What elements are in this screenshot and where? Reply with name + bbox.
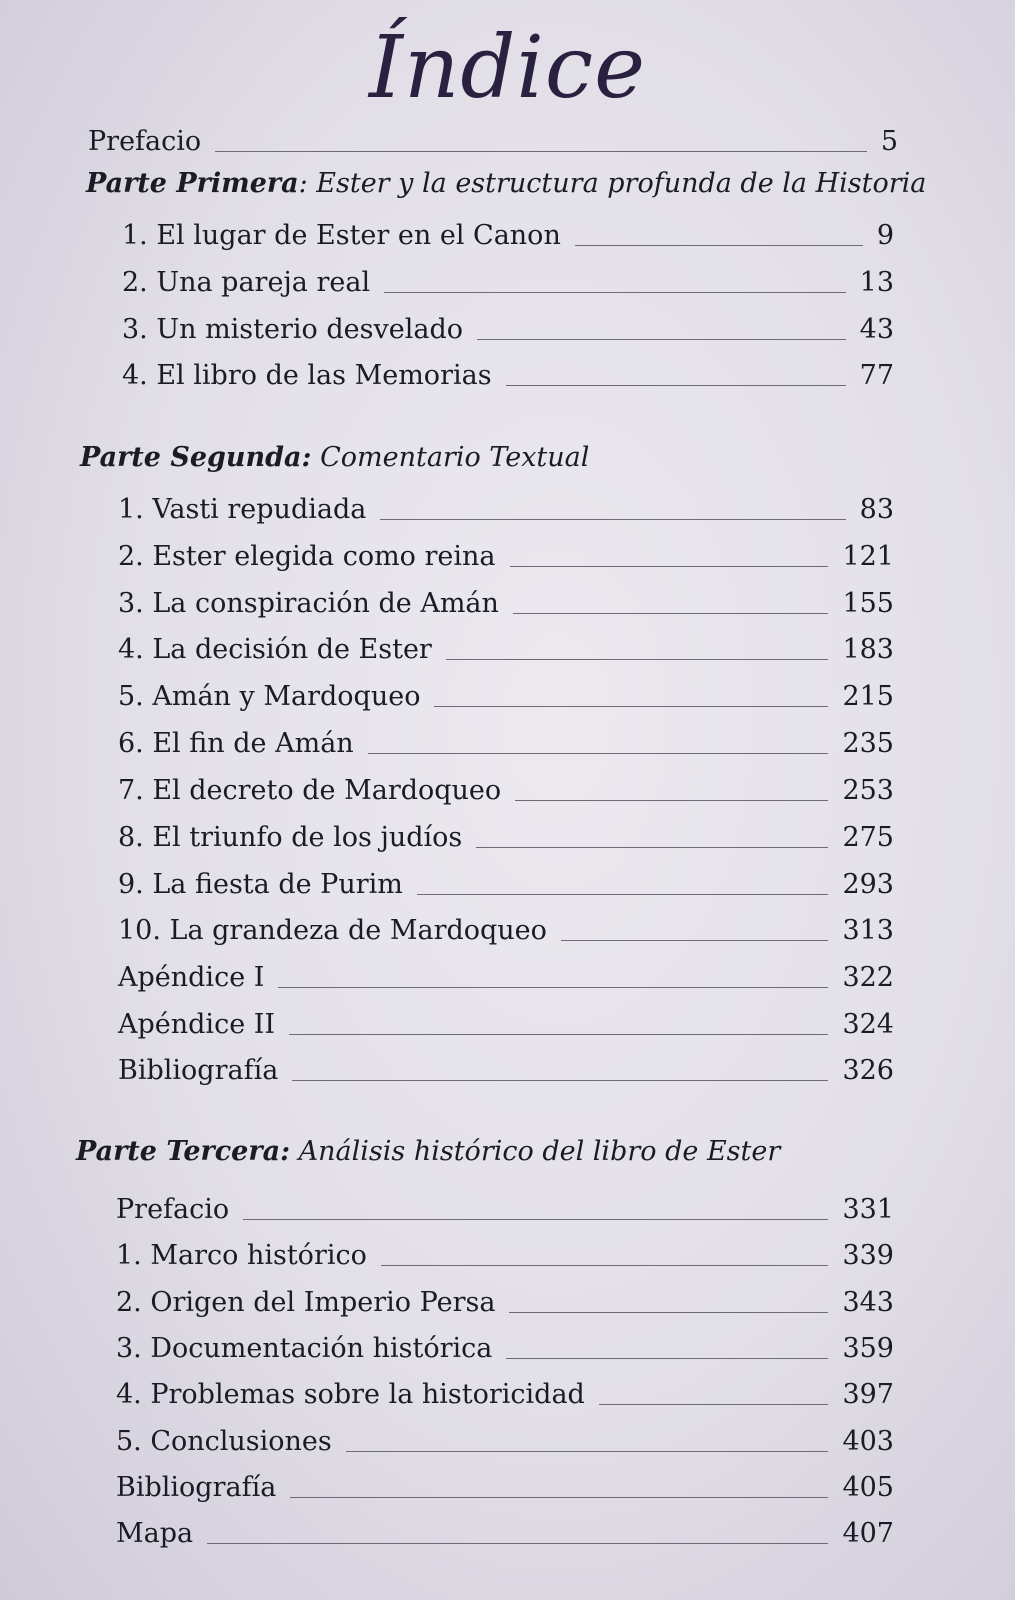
toc-entry xyxy=(116,1506,894,1550)
toc-entry xyxy=(118,903,894,947)
toc-leader-line xyxy=(506,1357,828,1359)
toc-page-number: 339 xyxy=(842,1240,894,1271)
part-name: Parte Segunda: xyxy=(80,442,312,473)
toc-entry-label: 9. La fiesta de Purim xyxy=(118,869,403,900)
page-title: Índice xyxy=(369,18,646,118)
toc-leader-line xyxy=(384,291,846,293)
part-heading-2 xyxy=(80,440,589,476)
toc-entry-prefacio xyxy=(88,114,898,158)
toc-page-number: 235 xyxy=(842,728,894,759)
toc-page-number: 343 xyxy=(842,1287,894,1318)
toc-entry-label: 4. La decisión de Ester xyxy=(118,634,432,665)
toc-page-number: 403 xyxy=(842,1426,894,1457)
toc-entry-label: 1. El lugar de Ester en el Canon xyxy=(122,220,561,251)
toc-leader-line xyxy=(368,752,829,754)
toc-page-number: 253 xyxy=(842,775,894,806)
toc-entry xyxy=(122,255,894,299)
toc-entry-label: 7. El decreto de Mardoqueo xyxy=(118,775,502,806)
toc-entry xyxy=(118,669,894,713)
toc-entry-label: Bibliografía xyxy=(118,1055,279,1086)
toc-entry xyxy=(116,1228,894,1272)
toc-entry-label: Bibliografía xyxy=(116,1472,277,1503)
toc-leader-line xyxy=(417,893,829,895)
toc-page-number: 183 xyxy=(842,634,894,665)
part-name: Parte Tercera: xyxy=(76,1136,291,1167)
toc-entry-label: 1. Marco histórico xyxy=(116,1240,367,1271)
toc-page-number: 121 xyxy=(842,541,894,572)
toc-page-number: 275 xyxy=(842,822,894,853)
toc-entry xyxy=(116,1367,894,1411)
toc-entry xyxy=(122,208,894,252)
toc-leader-line xyxy=(513,612,829,614)
toc-leader-line xyxy=(599,1403,829,1405)
part-name: Parte Primera xyxy=(86,168,299,199)
toc-page-number: 313 xyxy=(842,915,894,946)
toc-entry-label: 6. El fin de Amán xyxy=(118,728,354,759)
toc-page-number: 407 xyxy=(842,1518,894,1549)
toc-entry-label: 5. Conclusiones xyxy=(116,1426,332,1457)
toc-entry xyxy=(118,857,894,901)
toc-entry-label: 2. Ester elegida como reina xyxy=(118,541,496,572)
toc-entry xyxy=(116,1321,894,1365)
toc-leader-line xyxy=(561,939,829,941)
toc-leader-line xyxy=(509,1311,828,1313)
part-heading-1 xyxy=(86,166,926,202)
toc-leader-line xyxy=(289,1033,828,1035)
toc-entry xyxy=(118,482,894,526)
toc-entry xyxy=(118,1043,894,1087)
toc-entry-label: 3. Un misterio desvelado xyxy=(122,314,463,345)
toc-leader-line xyxy=(477,338,846,340)
toc-entry-label: 4. Problemas sobre la historicidad xyxy=(116,1379,585,1410)
toc-entry xyxy=(118,529,894,573)
part-heading-3 xyxy=(76,1134,780,1170)
toc-page-number: 397 xyxy=(842,1379,894,1410)
toc-page-number: 77 xyxy=(859,360,894,391)
toc-leader-line xyxy=(380,518,845,520)
toc-entry-label: 2. Origen del Imperio Persa xyxy=(116,1287,496,1318)
toc-entry xyxy=(118,763,894,807)
part-subtitle: Análisis histórico del libro de Ester xyxy=(290,1136,781,1167)
toc-page-number: 326 xyxy=(842,1055,894,1086)
toc-leader-line xyxy=(510,565,829,567)
toc-entry-label: 5. Amán y Mardoqueo xyxy=(118,681,421,712)
toc-entry-label: Prefacio xyxy=(88,126,202,157)
toc-leader-line xyxy=(290,1496,828,1498)
toc-entry xyxy=(122,302,894,346)
toc-leader-line xyxy=(207,1542,828,1544)
toc-page-number: 293 xyxy=(842,869,894,900)
toc-page-number: 83 xyxy=(859,494,894,525)
toc-entry-label: Prefacio xyxy=(116,1194,230,1225)
toc-entry xyxy=(116,1182,894,1226)
toc-page-number: 322 xyxy=(842,962,894,993)
toc-page-number: 5 xyxy=(880,126,898,157)
toc-entry xyxy=(122,348,894,392)
toc-leader-line xyxy=(476,846,828,848)
toc-entry-label: 3. Documentación histórica xyxy=(116,1333,493,1364)
toc-page-number: 13 xyxy=(859,267,894,298)
toc-leader-line xyxy=(506,384,846,386)
toc-entry xyxy=(116,1460,894,1504)
toc-entry-label: Apéndice II xyxy=(118,1009,276,1040)
part-subtitle: : Ester y la estructura profunda de la Historia xyxy=(298,168,927,199)
toc-entry xyxy=(118,716,894,760)
toc-leader-line xyxy=(243,1218,828,1220)
toc-entry xyxy=(118,576,894,620)
toc-leader-line xyxy=(515,799,828,801)
toc-entry-label: Apéndice I xyxy=(118,962,265,993)
toc-entry-label: 4. El libro de las Memorias xyxy=(122,360,492,391)
toc-entry xyxy=(116,1414,894,1458)
toc-page-number: 324 xyxy=(842,1009,894,1040)
toc-leader-line xyxy=(446,658,829,660)
toc-leader-line xyxy=(381,1264,829,1266)
toc-leader-line xyxy=(575,244,863,246)
toc-entry xyxy=(118,622,894,666)
part-subtitle: Comentario Textual xyxy=(311,442,590,473)
toc-page-number: 215 xyxy=(842,681,894,712)
toc-entry-label: 10. La grandeza de Mardoqueo xyxy=(118,915,547,946)
toc-page-number: 405 xyxy=(842,1472,894,1503)
toc-entry-label: 3. La conspiración de Amán xyxy=(118,588,499,619)
toc-entry-label: Mapa xyxy=(116,1518,194,1549)
toc-leader-line xyxy=(215,150,867,152)
toc-entry xyxy=(118,997,894,1041)
toc-entry xyxy=(118,810,894,854)
toc-entry-label: 8. El triunfo de los judíos xyxy=(118,822,463,853)
toc-page-number: 9 xyxy=(876,220,894,251)
toc-page-number: 155 xyxy=(842,588,894,619)
toc-entry xyxy=(116,1275,894,1319)
toc-leader-line xyxy=(278,986,828,988)
toc-leader-line xyxy=(292,1079,828,1081)
toc-leader-line xyxy=(346,1450,829,1452)
toc-page-number: 359 xyxy=(842,1333,894,1364)
toc-page-number: 331 xyxy=(842,1194,894,1225)
toc-entry-label: 2. Una pareja real xyxy=(122,267,371,298)
toc-page-number: 43 xyxy=(859,314,894,345)
toc-leader-line xyxy=(434,705,828,707)
toc-entry-label: 1. Vasti repudiada xyxy=(118,494,367,525)
toc-entry xyxy=(118,950,894,994)
